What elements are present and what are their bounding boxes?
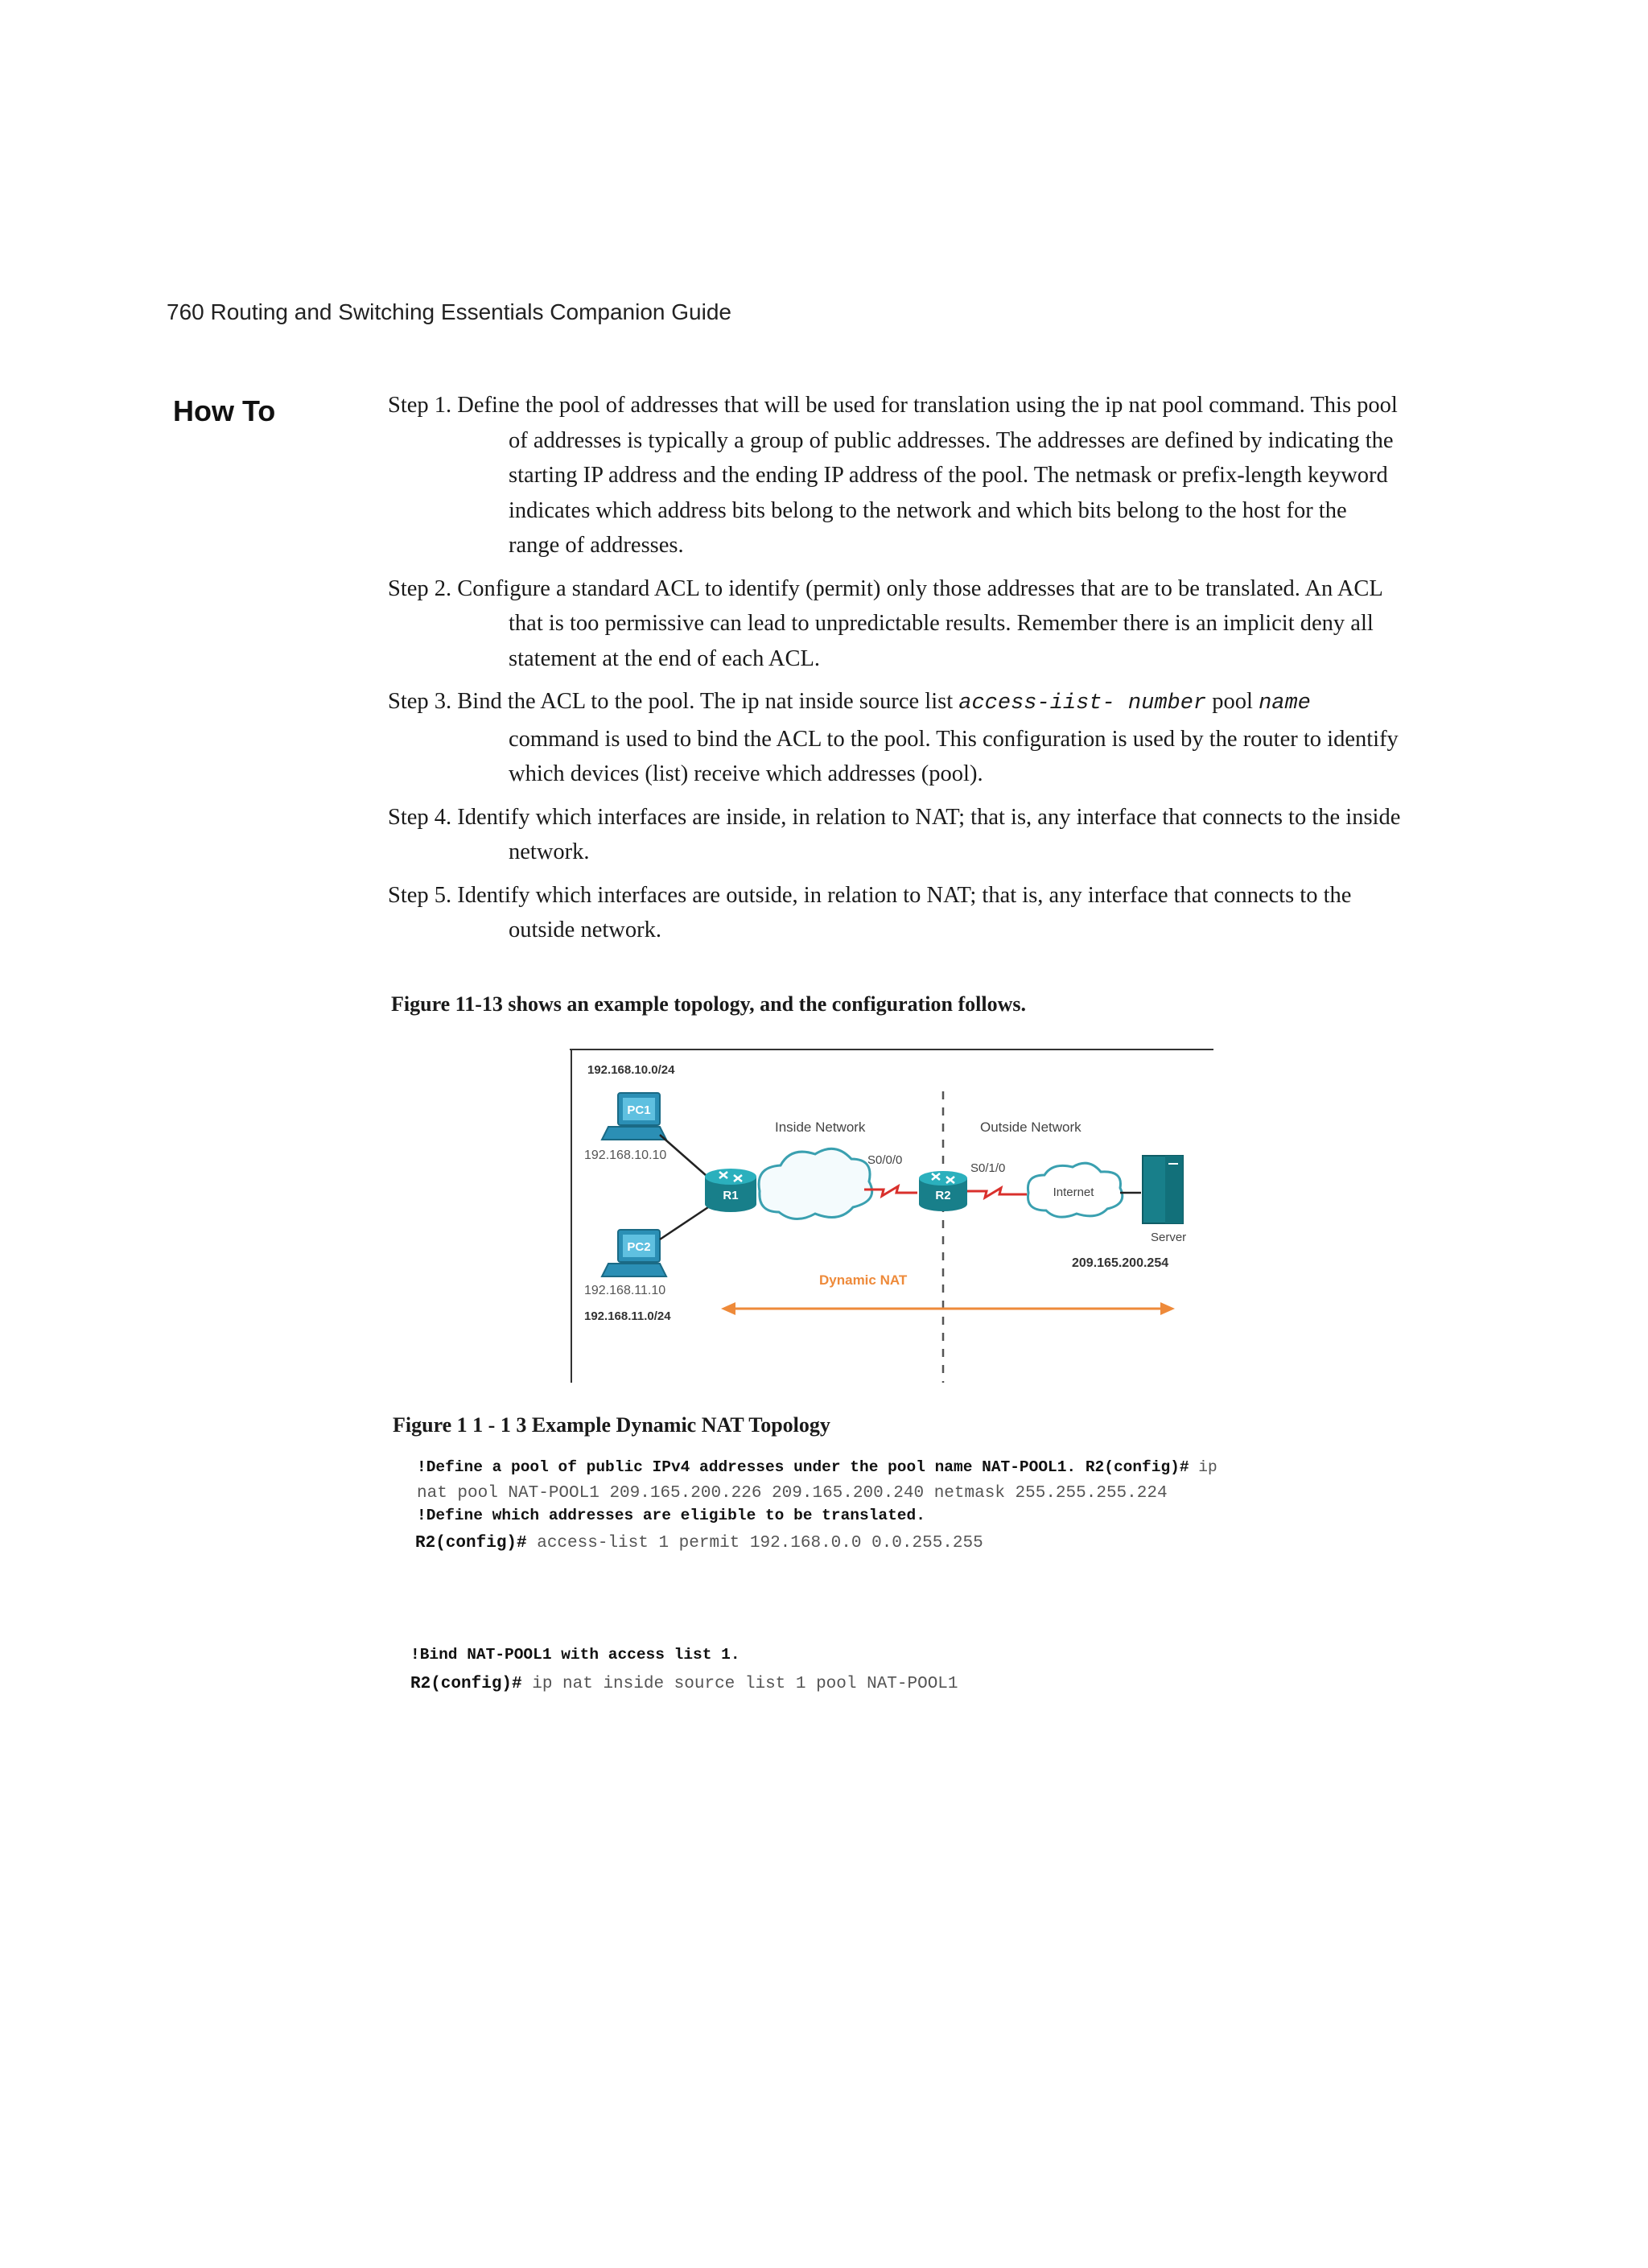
code-line-6 [410,1675,958,1693]
internet-label: Internet [1053,1186,1094,1199]
figure-intro: Figure 11-13 shows an example topology, and the configuration follows. [391,992,1026,1016]
code-comment-bind: !Bind NAT-POOL1 with access list 1. [410,1646,740,1664]
inside-network-label: Inside Network [775,1120,866,1135]
step-list [388,388,1402,956]
step-3-arg-acl: access-iist- number [958,691,1207,715]
serial-link-outside [967,1188,1027,1198]
pc2-icon [602,1230,666,1276]
figure-caption: Figure 1 1 - 1 3 Example Dynamic NAT Topology [393,1413,830,1437]
server-label: Server [1151,1231,1187,1244]
internet-cloud-icon [1028,1163,1122,1217]
step-3-text-c: command is used to bind the ACL to the pool. This configuration is used by the router to identify which devices (list) receive which addresses (pool). [509,726,1399,786]
link-pc1-r1 [660,1135,713,1181]
r1-label: R1 [723,1189,739,1202]
inside-cloud-icon [759,1148,872,1219]
r1-router-icon [705,1169,756,1212]
step-2: Step 2. Configure a standard ACL to identify (permit) only those addresses that are to be translated. An ACL that is too permissive can lead to unpredictable results. Remember there is an implicit deny all statement at the end of each ACL. [388,575,1382,671]
step-3 [388,684,1402,792]
dynamic-nat-arrow [721,1302,1175,1315]
step-3-text-b: pool [1206,689,1259,714]
server-icon [1143,1156,1183,1223]
r2-label: R2 [935,1189,951,1202]
dynamic-nat-label: Dynamic NAT [819,1272,908,1288]
code-prompt-2: R2(config)# [410,1675,522,1693]
step-1: Step 1. Define the pool of addresses that will be used for translation using the ip nat pool command. This pool of addresses is typically a group of public addresses. The addresses are defined by indicating the starting IP address and the ending IP address of the pool. The netmask or prefix-length keyword indicates which address bits belong to the network and which bits belong to the host for the range of addresses. [388,393,1398,558]
s010-label: S0/1/0 [970,1161,1006,1175]
code-cmd-ip-nat-inside: ip nat inside source list 1 pool NAT-POOL1 [521,1675,958,1693]
step-5: Step 5. Identify which interfaces are outside, in relation to NAT; that is, any interface that connects to the outside network. [388,882,1352,942]
pc2-label: PC2 [627,1240,651,1254]
how-to-label: How To [173,394,276,427]
s000-label: S0/0/0 [867,1153,903,1167]
pc2-ip: 192.168.11.10 [584,1284,666,1297]
step-3-text-a: Step 3. Bind the ACL to the pool. The ip nat inside source list [388,689,959,714]
code-comment-pool: !Define a pool of public IPv4 addresses under the pool name NAT-POOL1. R2(config)# [417,1458,1189,1476]
net-top-label: 192.168.10.0/24 [587,1063,675,1077]
step-3-arg-name: name [1259,691,1311,715]
running-head: 760 Routing and Switching Essentials Companion Guide [167,299,731,324]
pc1-ip: 192.168.10.10 [584,1148,667,1162]
code-line-4 [415,1534,983,1553]
pc1-label: PC1 [627,1103,651,1117]
pc1-icon [602,1093,666,1140]
outside-network-label: Outside Network [980,1120,1082,1135]
code-cmd-access-list: access-list 1 permit 192.168.0.0 0.0.255.255 [526,1534,983,1553]
code-prompt-1: R2(config)# [415,1534,527,1553]
r2-router-icon [919,1171,967,1211]
net-bottom-label: 192.168.11.0/24 [584,1309,671,1323]
link-pc2-r1 [660,1204,713,1239]
step-4: Step 4. Identify which interfaces are inside, in relation to NAT; that is, any interface that connects to the inside network. [388,804,1401,864]
code-comment-acl: !Define which addresses are eligible to be translated. [417,1507,925,1524]
server-ip: 209.165.200.254 [1072,1256,1169,1270]
nat-topology-figure [570,1046,1213,1384]
code-line-1 [417,1458,1217,1476]
topology-diagram [570,1046,1213,1384]
code-cmd-ip: ip [1189,1458,1217,1476]
code-line-2: nat pool NAT-POOL1 209.165.200.226 209.165.200.240 netmask 255.255.255.224 [417,1484,1168,1503]
